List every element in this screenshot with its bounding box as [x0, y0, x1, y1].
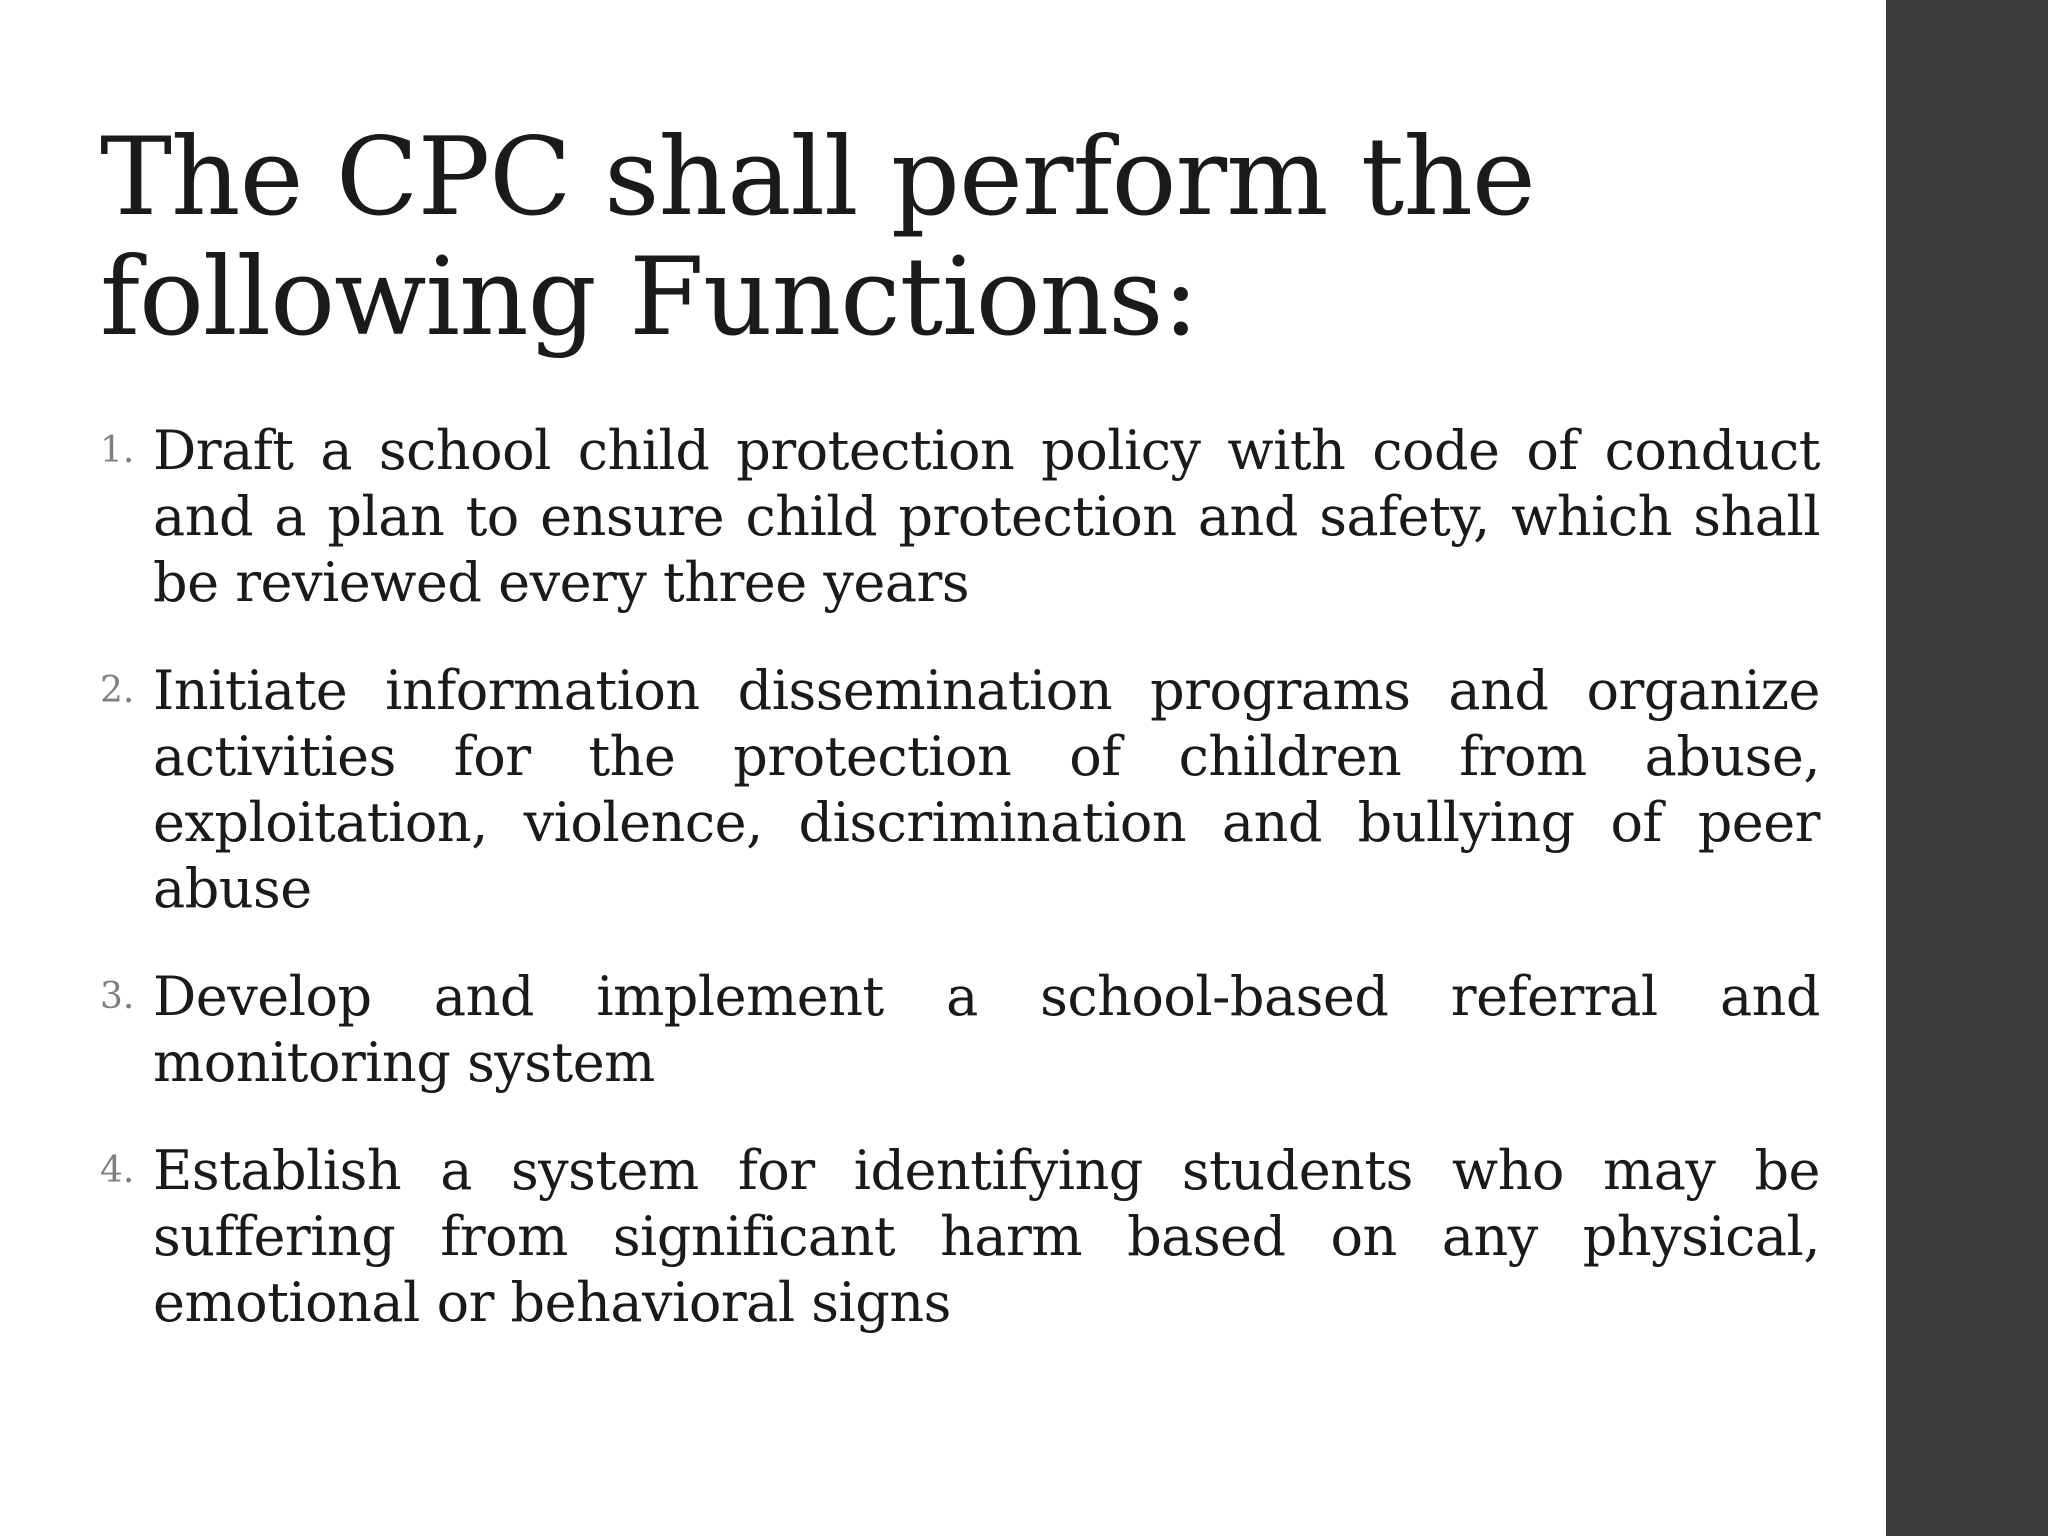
list-item: [100, 1138, 1820, 1336]
title-line-2: following Functions:: [100, 235, 1198, 360]
item-number: 3.: [100, 976, 135, 1017]
side-accent-bar: [1886, 0, 2048, 1536]
item-number: 1.: [100, 430, 135, 471]
list-item: [100, 658, 1820, 922]
item-number: 2.: [100, 670, 135, 711]
title-line-1: The CPC shall perform the: [100, 115, 1535, 240]
item-text: Draft a school child protection policy with code of conduct and a plan to ensure child protection and safety, which shall be reviewed every three years: [153, 419, 1820, 614]
item-text: Initiate information dissemination programs and organize activities for the protection of children from abuse, exploitation, violence, discrimination and bullying of peer abuse: [153, 659, 1820, 920]
item-number: 4.: [100, 1150, 135, 1191]
item-text: Develop and implement a school-based referral and monitoring system: [153, 965, 1820, 1094]
slide-title: [100, 115, 1800, 360]
item-text: Establish a system for identifying students who may be suffering from significant harm based on any physical, emotional or behavioral signs: [153, 1139, 1820, 1334]
list-item: [100, 964, 1820, 1096]
list-item: [100, 418, 1820, 616]
functions-list: [100, 418, 1820, 1378]
